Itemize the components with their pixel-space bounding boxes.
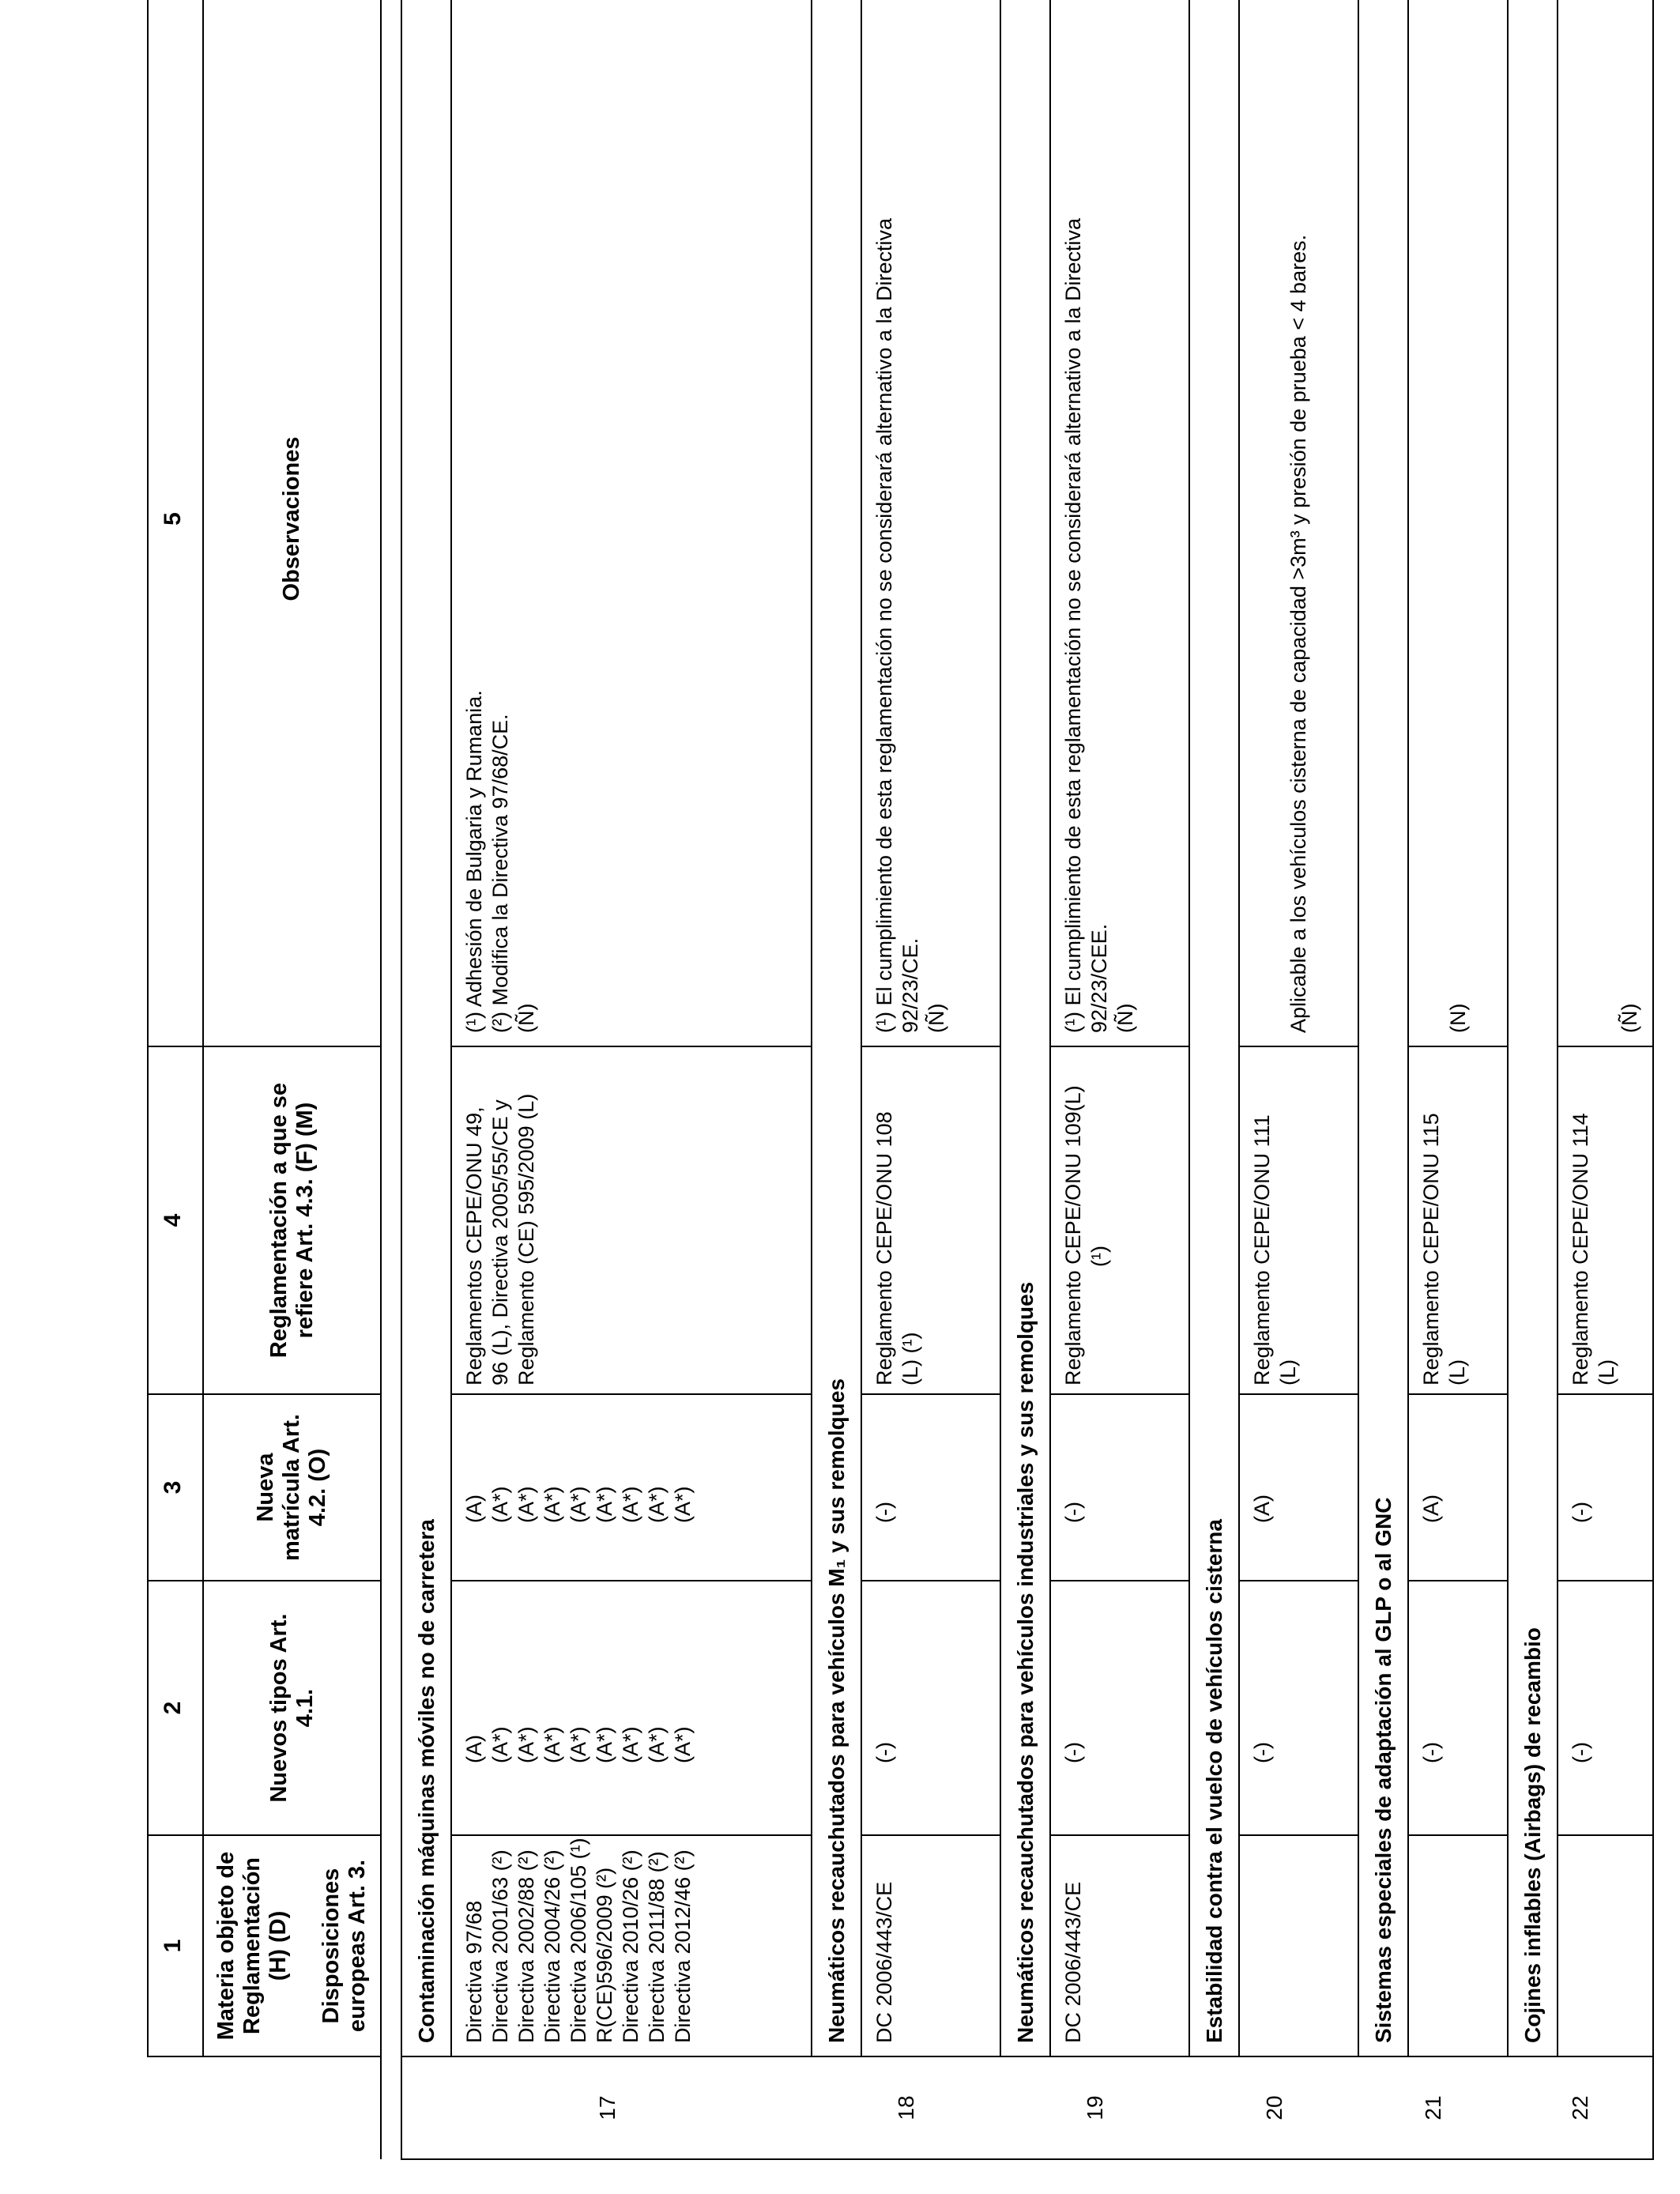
- s20-col5-line: Aplicable a los vehículos cisterna de capacidad >3m³ y presión de prueba < 4 bares.: [1286, 234, 1310, 1033]
- section-17-title: Contaminación máquinas móviles no de carretera: [401, 0, 451, 2056]
- section-18-data-row: [861, 0, 1000, 2159]
- s17-col1-line: Directiva 2006/105 (¹): [567, 1838, 590, 2043]
- s22-col3-line: (-): [1569, 1502, 1592, 1523]
- s18-col3: [861, 1394, 1000, 1581]
- regulation-table: [147, 0, 1654, 2160]
- col-number-4: 4: [148, 1046, 203, 1394]
- s17-col3: [451, 1394, 812, 1581]
- s17-col4-line: 96 (L), Directiva 2005/55/CE y: [488, 1099, 512, 1385]
- s19-col2-line: (-): [1061, 1742, 1085, 1763]
- s17-col1-line: Directiva 2010/26 (²): [619, 1849, 642, 2043]
- header-materia-line2: Disposiciones europeas Art. 3.: [318, 1859, 370, 2033]
- row-number-19: 19: [1000, 2056, 1189, 2159]
- section-18-title-row: [812, 0, 861, 2159]
- section-19-data-row: [1050, 0, 1189, 2159]
- header-reglamentacion: Reglamentación a que se refiere Art. 4.3. (F) (M): [203, 1046, 381, 1394]
- s21-col2: [1408, 1581, 1508, 1835]
- s18-col5: [861, 0, 1000, 1046]
- s18-col2-line: (-): [872, 1742, 896, 1763]
- s17-col3-line: (A*): [488, 1486, 512, 1523]
- s17-col3-line: (A*): [593, 1486, 616, 1523]
- s17-col3-line: (A): [462, 1495, 486, 1523]
- s20-col2: [1239, 1581, 1358, 1835]
- s17-col5-line: (¹) Adhesión de Bulgaria y Rumania.: [462, 690, 486, 1033]
- s17-col1-line: R(CE)596/2009 (²): [593, 1867, 616, 2043]
- s21-col1: [1408, 1835, 1508, 2056]
- s19-col4-line: Reglamento CEPE/ONU 109(L): [1061, 1085, 1085, 1385]
- s17-col5-line: (²) Modifica la Directiva 97/68/CE.: [488, 714, 512, 1033]
- s19-col1-line: DC 2006/443/CE: [1061, 1881, 1085, 2043]
- s17-col2-line: (A*): [671, 1726, 695, 1763]
- s18-col1: [861, 1835, 1000, 2056]
- s17-col2-line: (A*): [488, 1726, 512, 1763]
- s17-col2-line: (A*): [514, 1726, 538, 1763]
- row-number-20: 20: [1189, 2056, 1358, 2159]
- section-21-title-row: [1358, 0, 1408, 2159]
- s22-col4-line: (L): [1595, 1359, 1618, 1385]
- s17-col2-line: (A*): [567, 1726, 590, 1763]
- section-22-title-row: [1508, 0, 1558, 2159]
- s17-col1-line: Directiva 2012/46 (²): [671, 1849, 695, 2043]
- s17-col3-line: (A*): [541, 1486, 564, 1523]
- s21-col4-line: (L): [1445, 1359, 1469, 1385]
- s19-col5: [1050, 0, 1189, 1046]
- s17-col3-line: (A*): [567, 1486, 590, 1523]
- s17-col2-line: (A): [462, 1735, 486, 1763]
- s19-col3-line: (-): [1061, 1502, 1085, 1523]
- s19-col3: [1050, 1394, 1189, 1581]
- header-materia: [203, 1835, 381, 2056]
- section-17-data-row: [451, 0, 812, 2159]
- s18-col5-line: (¹) El cumplimiento de esta reglamentación no se considerará alternativo a la Directiva: [872, 218, 896, 1033]
- s21-col4-line: Reglamento CEPE/ONU 115: [1419, 1113, 1443, 1385]
- s20-col4-line: (L): [1276, 1359, 1300, 1385]
- s17-col2-line: (A*): [619, 1726, 642, 1763]
- section-19-title: Neumáticos recauchutados para vehículos industriales y sus remolques: [1000, 0, 1050, 2056]
- s19-col5-line: (¹) El cumplimiento de esta reglamentación no se considerará alternativo a la Directiva: [1061, 218, 1085, 1033]
- s18-col4-line: (L) (¹): [898, 1332, 922, 1385]
- s17-col2-line: (A*): [541, 1726, 564, 1763]
- s17-col1-line: Directiva 97/68: [462, 1900, 486, 2043]
- s17-col4-line: Reglamentos CEPE/ONU 49,: [462, 1106, 486, 1385]
- col-number-3: 3: [148, 1394, 203, 1581]
- row-number-21: 21: [1358, 2056, 1508, 2159]
- s20-col3-line: (A): [1250, 1495, 1274, 1523]
- s20-col4-line: Reglamento CEPE/ONU 111: [1250, 1114, 1274, 1385]
- s21-col5-line: (N): [1445, 1003, 1470, 1033]
- s20-col5: [1239, 0, 1358, 1046]
- s21-col3-line: (A): [1419, 1495, 1443, 1523]
- row-number-18: 18: [812, 2056, 1000, 2159]
- col-number-1: 1: [148, 1835, 203, 2056]
- s17-col1-line: Directiva 2001/63 (²): [488, 1849, 512, 2043]
- header-observaciones: Observaciones: [203, 0, 381, 1046]
- s20-col4: [1239, 1046, 1358, 1394]
- s21-col4: [1408, 1046, 1508, 1394]
- s17-col3-line: (A*): [645, 1486, 669, 1523]
- s18-col2: [861, 1581, 1000, 1835]
- s17-col2: [451, 1581, 812, 1835]
- s18-col1-line: DC 2006/443/CE: [872, 1881, 896, 2043]
- section-20-title: Estabilidad contra el vuelco de vehículos cisterna: [1189, 0, 1239, 2056]
- s19-col4-line: (¹): [1087, 1246, 1111, 1267]
- s20-col3: [1239, 1394, 1358, 1581]
- s17-col3-line: (A*): [619, 1486, 642, 1523]
- s20-col2-line: (-): [1250, 1742, 1274, 1763]
- column-number-row: [148, 0, 203, 2159]
- section-19-title-row: [1000, 0, 1050, 2159]
- col-number-5: 5: [148, 0, 203, 1046]
- s17-col3-line: (A*): [514, 1486, 538, 1523]
- section-18-title: Neumáticos recauchutados para vehículos M₁ y sus remolques: [812, 0, 861, 2056]
- row-number-22: 22: [1508, 2056, 1653, 2159]
- s17-col4-line: Reglamento (CE) 595/2009 (L): [514, 1093, 538, 1385]
- section-22-title: Cojines inflables (Airbags) de recambio: [1508, 0, 1558, 2056]
- s22-col4: [1558, 1046, 1653, 1394]
- s17-col1-line: Directiva 2002/88 (²): [514, 1849, 538, 2043]
- section-17-title-row: [401, 0, 451, 2159]
- s22-col2: [1558, 1581, 1653, 1835]
- s17-col2-line: (A*): [645, 1726, 669, 1763]
- s22-col4-line: Reglamento CEPE/ONU 114: [1569, 1113, 1592, 1385]
- s18-col5-line: (Ñ): [925, 1003, 948, 1033]
- s17-col1-line: Directiva 2004/26 (²): [541, 1849, 564, 2043]
- s18-col3-line: (-): [872, 1502, 896, 1523]
- header-nueva-matricula: Nueva matrícula Art. 4.2. (O): [203, 1394, 381, 1581]
- s17-col5-line: (Ñ): [514, 1003, 538, 1033]
- s21-col3: [1408, 1394, 1508, 1581]
- s19-col5-line: (Ñ): [1113, 1003, 1137, 1033]
- col-number-2: 2: [148, 1581, 203, 1835]
- s21-col2-line: (-): [1419, 1742, 1443, 1763]
- s18-col5-line: 92/23/CE.: [898, 937, 922, 1033]
- s18-col4-line: Reglamento CEPE/ONU 108: [872, 1111, 896, 1385]
- s17-col3-line: (A*): [671, 1486, 695, 1523]
- s18-col4: [861, 1046, 1000, 1394]
- s17-col2-line: (A*): [593, 1726, 616, 1763]
- s17-col1: [451, 1835, 812, 2056]
- s22-col1: [1558, 1835, 1653, 2056]
- s20-col1: [1239, 1835, 1358, 2056]
- s17-col1-line: Directiva 2011/88 (²): [645, 1851, 669, 2043]
- s17-col5: [451, 0, 812, 1046]
- s22-col5: [1558, 0, 1653, 1046]
- section-21-title: Sistemas especiales de adaptación al GLP o al GNC: [1358, 0, 1408, 2056]
- s19-col4: [1050, 1046, 1189, 1394]
- section-21-data-row: [1408, 0, 1508, 2159]
- s22-col2-line: (-): [1569, 1742, 1592, 1763]
- s19-col5-line: 92/23/CEE.: [1087, 923, 1111, 1033]
- row-number-17: 17: [401, 2056, 812, 2159]
- header-row: [203, 0, 381, 2159]
- s17-col4: [451, 1046, 812, 1394]
- s19-col1: [1050, 1835, 1189, 2056]
- section-22-data-row: [1558, 0, 1653, 2159]
- section-20-title-row: [1189, 0, 1239, 2159]
- header-materia-line1: Materia objeto de Reglamentación (H) (D): [213, 1851, 291, 2041]
- header-nuevos-tipos: Nuevos tipos Art. 4.1.: [203, 1581, 381, 1835]
- s22-col5-line: (Ñ): [1618, 1003, 1641, 1033]
- section-20-data-row: [1239, 0, 1358, 2159]
- s22-col3: [1558, 1394, 1653, 1581]
- s21-col5: [1408, 0, 1508, 1046]
- s19-col2: [1050, 1581, 1189, 1835]
